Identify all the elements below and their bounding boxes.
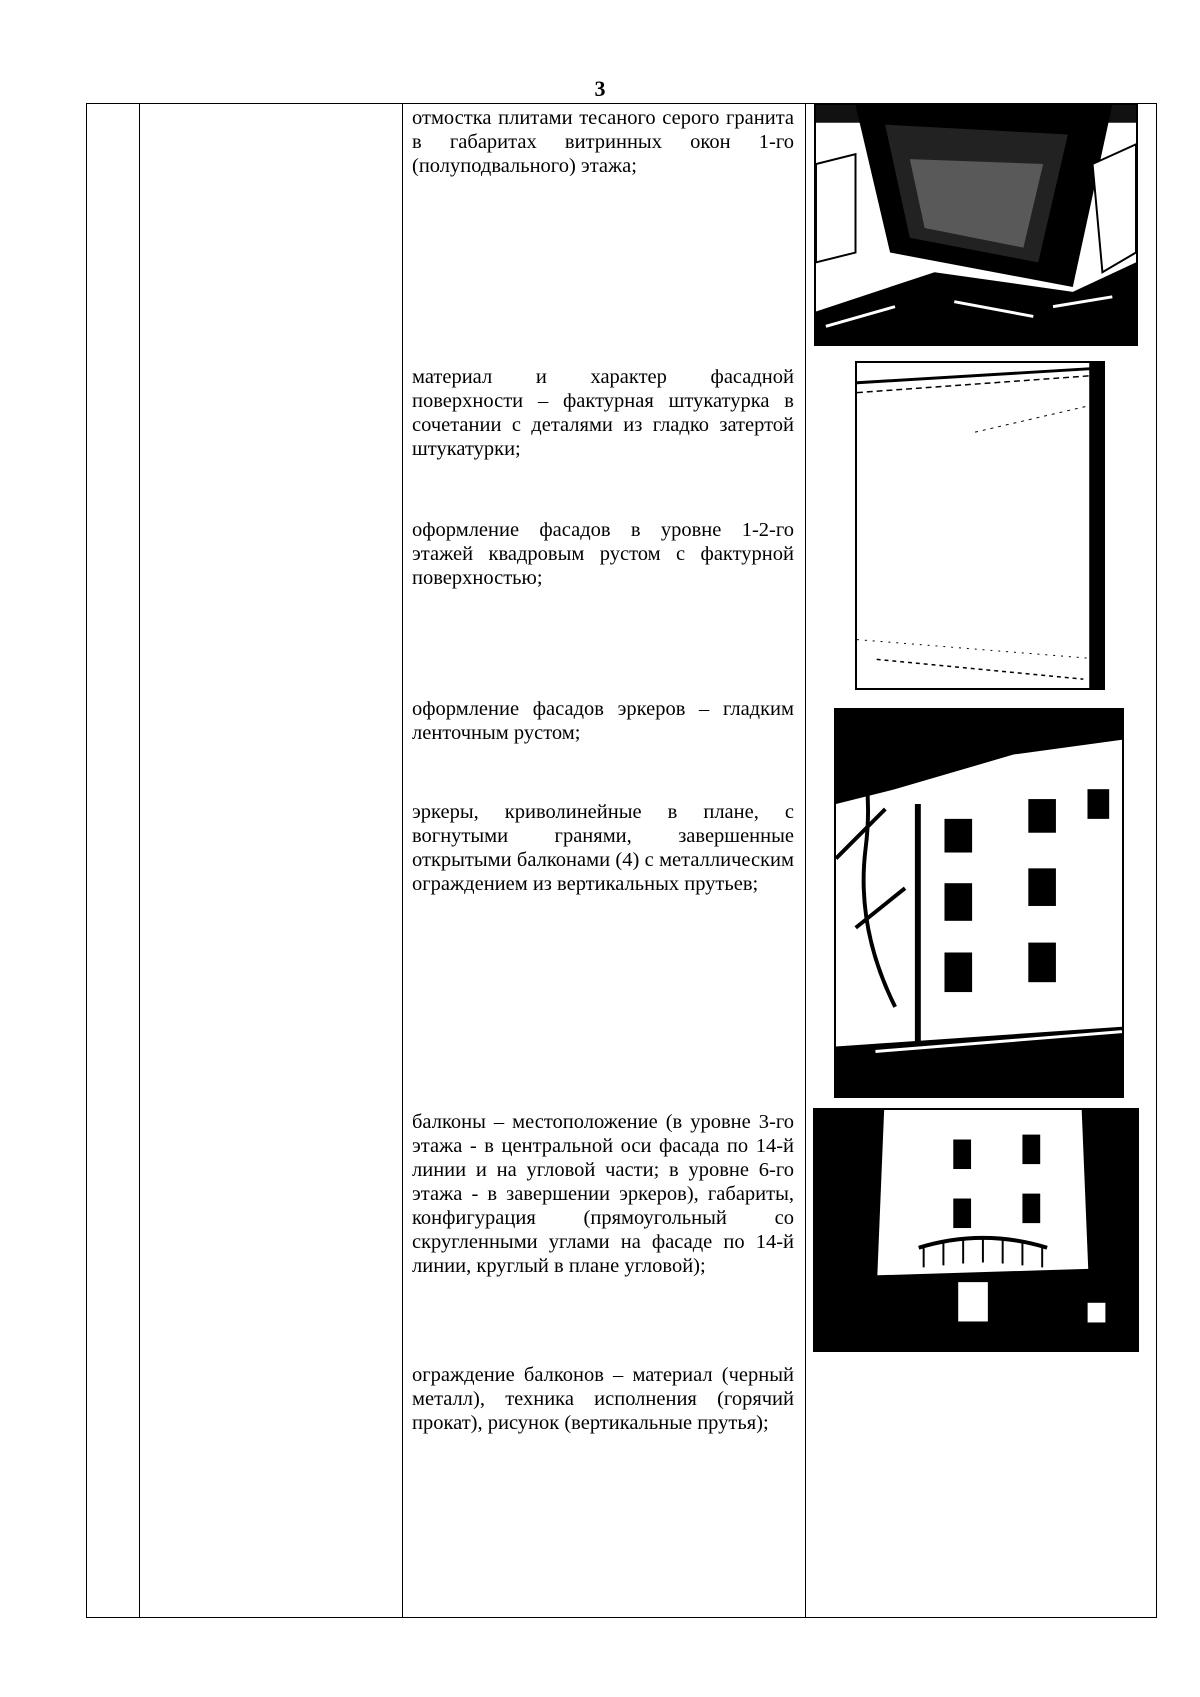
photo-plaster-wall — [855, 361, 1105, 690]
column-divider — [139, 104, 140, 1617]
paragraph-facade-material: материал и характер фасадной поверхности – фактурная штукатурка в сочетании с деталями из гладко затертой штукатурки; — [412, 366, 794, 460]
photo-corner-balcony — [813, 1108, 1139, 1352]
photo-facade-oriels — [834, 708, 1124, 1098]
page-number: 3 — [594, 76, 606, 101]
column-divider — [805, 104, 806, 1617]
paragraph-oriels: эркеры, криволинейные в плане, с вогнутыми гранями, завершенные открытыми балконами (4) с металлическим ограждением из вертикальных прутьев; — [412, 801, 794, 895]
paragraph-oriel-rustication: оформление фасадов эркеров – гладким ленточным рустом; — [412, 698, 794, 744]
paragraph-otmostka: отмостка плитами тесаного серого гранита в габаритах витринных окон 1-го (полуподвального) этажа; — [412, 107, 794, 177]
paragraph-balcony-railing: ограждение балконов – материал (черный металл), техника исполнения (горячий прокат), рисунок (вертикальные прутья); — [412, 1364, 794, 1434]
paragraph-rustication-1-2: оформление фасадов в уровне 1-2-го этажей квадровым рустом с фактурной поверхностью; — [412, 519, 794, 589]
column-divider — [402, 104, 403, 1617]
photo-window-paving — [814, 103, 1138, 346]
paragraph-balconies: балконы – местоположение (в уровне 3-го этажа - в центральной оси фасада по 14-й линии и на угловой части; в уровне 6-го этажа - в завершении эркеров), габариты, конфигурация (прямоугольный со скругленными углами на фасаде по 14-й линии, круглый в плане угловой); — [412, 1111, 794, 1277]
